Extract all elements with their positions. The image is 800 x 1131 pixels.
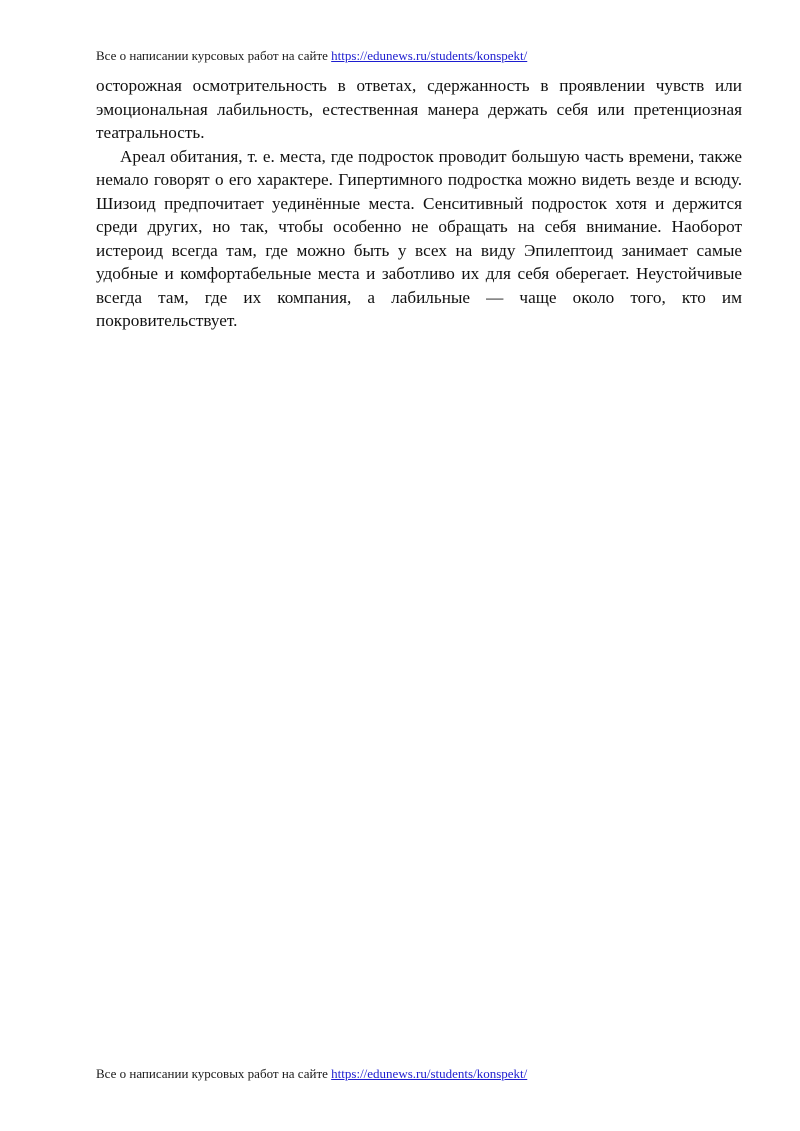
main-text [96,74,742,333]
page-footer [96,1066,527,1082]
paragraph-habitat: Ареал обитания, т. е. места, где подросток проводит большую часть времени, также немало говорят о его характере. Гипертимного подростка можно видеть везде и всюду. Шизоид предпочитает уединённые места. Сенситивный подросток хотя и держится среди других, но так, чтобы особенно не обращать на себя внимание. Наоборот истероид всегда там, где можно быть у всех на виду Эпилептоид занимает самые удобные и комфортабельные места и заботливо их для себя оберегает. Неустойчивые всегда там, где их компания, а лабильные — чаще около того, кто им покровительствует. [96,146,742,330]
page-header [96,48,527,64]
footer-site-link[interactable]: https://edunews.ru/students/konspekt/ [331,1066,528,1081]
header-site-link[interactable]: https://edunews.ru/students/konspekt/ [331,48,528,63]
footer-text: Все о написании курсовых работ на сайте [96,1066,332,1081]
header-text: Все о написании курсовых работ на сайте [96,48,332,63]
paragraph-continuation: осторожная осмотрительность в ответах, сдержанность в проявлении чувств или эмоциональная лабильность, естественная манера держать себя или претенциозная театральность. [96,76,742,142]
